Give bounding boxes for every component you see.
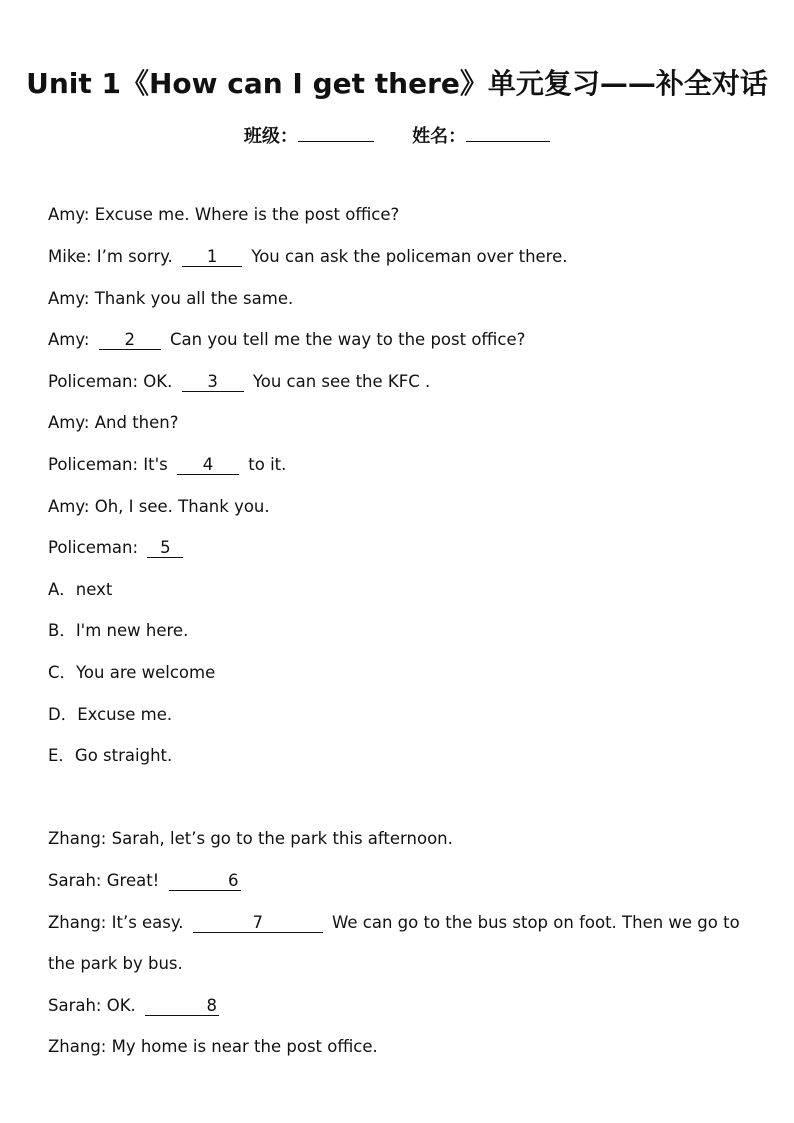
class-label: 班级： <box>243 126 298 147</box>
option-item: A．next <box>48 580 113 599</box>
line-text: Zhang: It’s easy. <box>48 913 184 932</box>
line-text: Can you tell me the way to the post office? <box>169 330 526 349</box>
line-text: the park by bus. <box>48 954 183 973</box>
line-text: You can see the KFC . <box>252 372 431 391</box>
line-text: Amy: Thank you all the same. <box>48 289 294 308</box>
dialogue-line <box>48 496 754 518</box>
class-field <box>244 122 374 148</box>
option-item: E．Go straight. <box>48 746 173 765</box>
line-text: Sarah: Great! <box>48 871 160 890</box>
answer-blank-5[interactable]: 5 <box>147 539 183 558</box>
dialogue-line <box>48 412 754 434</box>
line-text: Amy: And then? <box>48 413 179 432</box>
dialogue-line <box>48 288 754 310</box>
line-text: Amy: Oh, I see. Thank you. <box>48 497 270 516</box>
line-text: Zhang: Sarah, let’s go to the park this afternoon. <box>48 829 453 848</box>
answer-blank-4[interactable]: 4 <box>177 456 239 475</box>
dialogue-line <box>48 828 754 850</box>
option-item: C．You are welcome <box>48 663 216 682</box>
name-blank[interactable] <box>466 125 550 142</box>
answer-blank-8[interactable]: 8 <box>145 997 219 1016</box>
dialogue-line <box>48 953 754 975</box>
dialogue-line <box>48 329 754 351</box>
name-label: 姓名： <box>412 126 467 147</box>
line-text: Policeman: <box>48 538 139 557</box>
dialogue-line <box>48 1036 754 1058</box>
line-text: Amy: <box>48 330 90 349</box>
line-text: to it. <box>248 455 287 474</box>
dialogue-line <box>48 371 754 393</box>
dialogue-line <box>48 995 754 1017</box>
line-text: We can go to the bus stop on foot. Then we go to <box>332 913 740 932</box>
line-text: Mike: I’m sorry. <box>48 247 173 266</box>
line-text: Policeman: It's <box>48 455 168 474</box>
dialogue-line <box>48 204 754 226</box>
answer-blank-6[interactable]: 6 <box>169 872 241 891</box>
line-text: Policeman: OK. <box>48 372 173 391</box>
answer-blank-7[interactable]: 7 <box>193 914 323 933</box>
dialogue-line <box>48 454 754 476</box>
name-field <box>412 122 550 148</box>
option-item: D．Excuse me. <box>48 705 173 724</box>
option-item: B．I'm new here. <box>48 621 189 640</box>
page-title: Unit 1《How can I get there》单元复习——补全对话 <box>26 67 768 100</box>
line-text: Amy: Excuse me. Where is the post office? <box>48 205 400 224</box>
line-text: Zhang: My home is near the post office. <box>48 1037 378 1056</box>
dialogue-line <box>48 246 754 268</box>
dialogue-line <box>48 870 754 892</box>
line-text: Sarah: OK. <box>48 996 136 1015</box>
dialogue-line <box>48 912 754 934</box>
answer-blank-2[interactable]: 2 <box>99 331 161 350</box>
dialogue-line <box>48 537 754 559</box>
student-info-row <box>0 122 794 148</box>
line-text: You can ask the policeman over there. <box>251 247 568 266</box>
answer-blank-3[interactable]: 3 <box>182 373 244 392</box>
class-blank[interactable] <box>298 125 374 142</box>
answer-blank-1[interactable]: 1 <box>182 248 242 267</box>
